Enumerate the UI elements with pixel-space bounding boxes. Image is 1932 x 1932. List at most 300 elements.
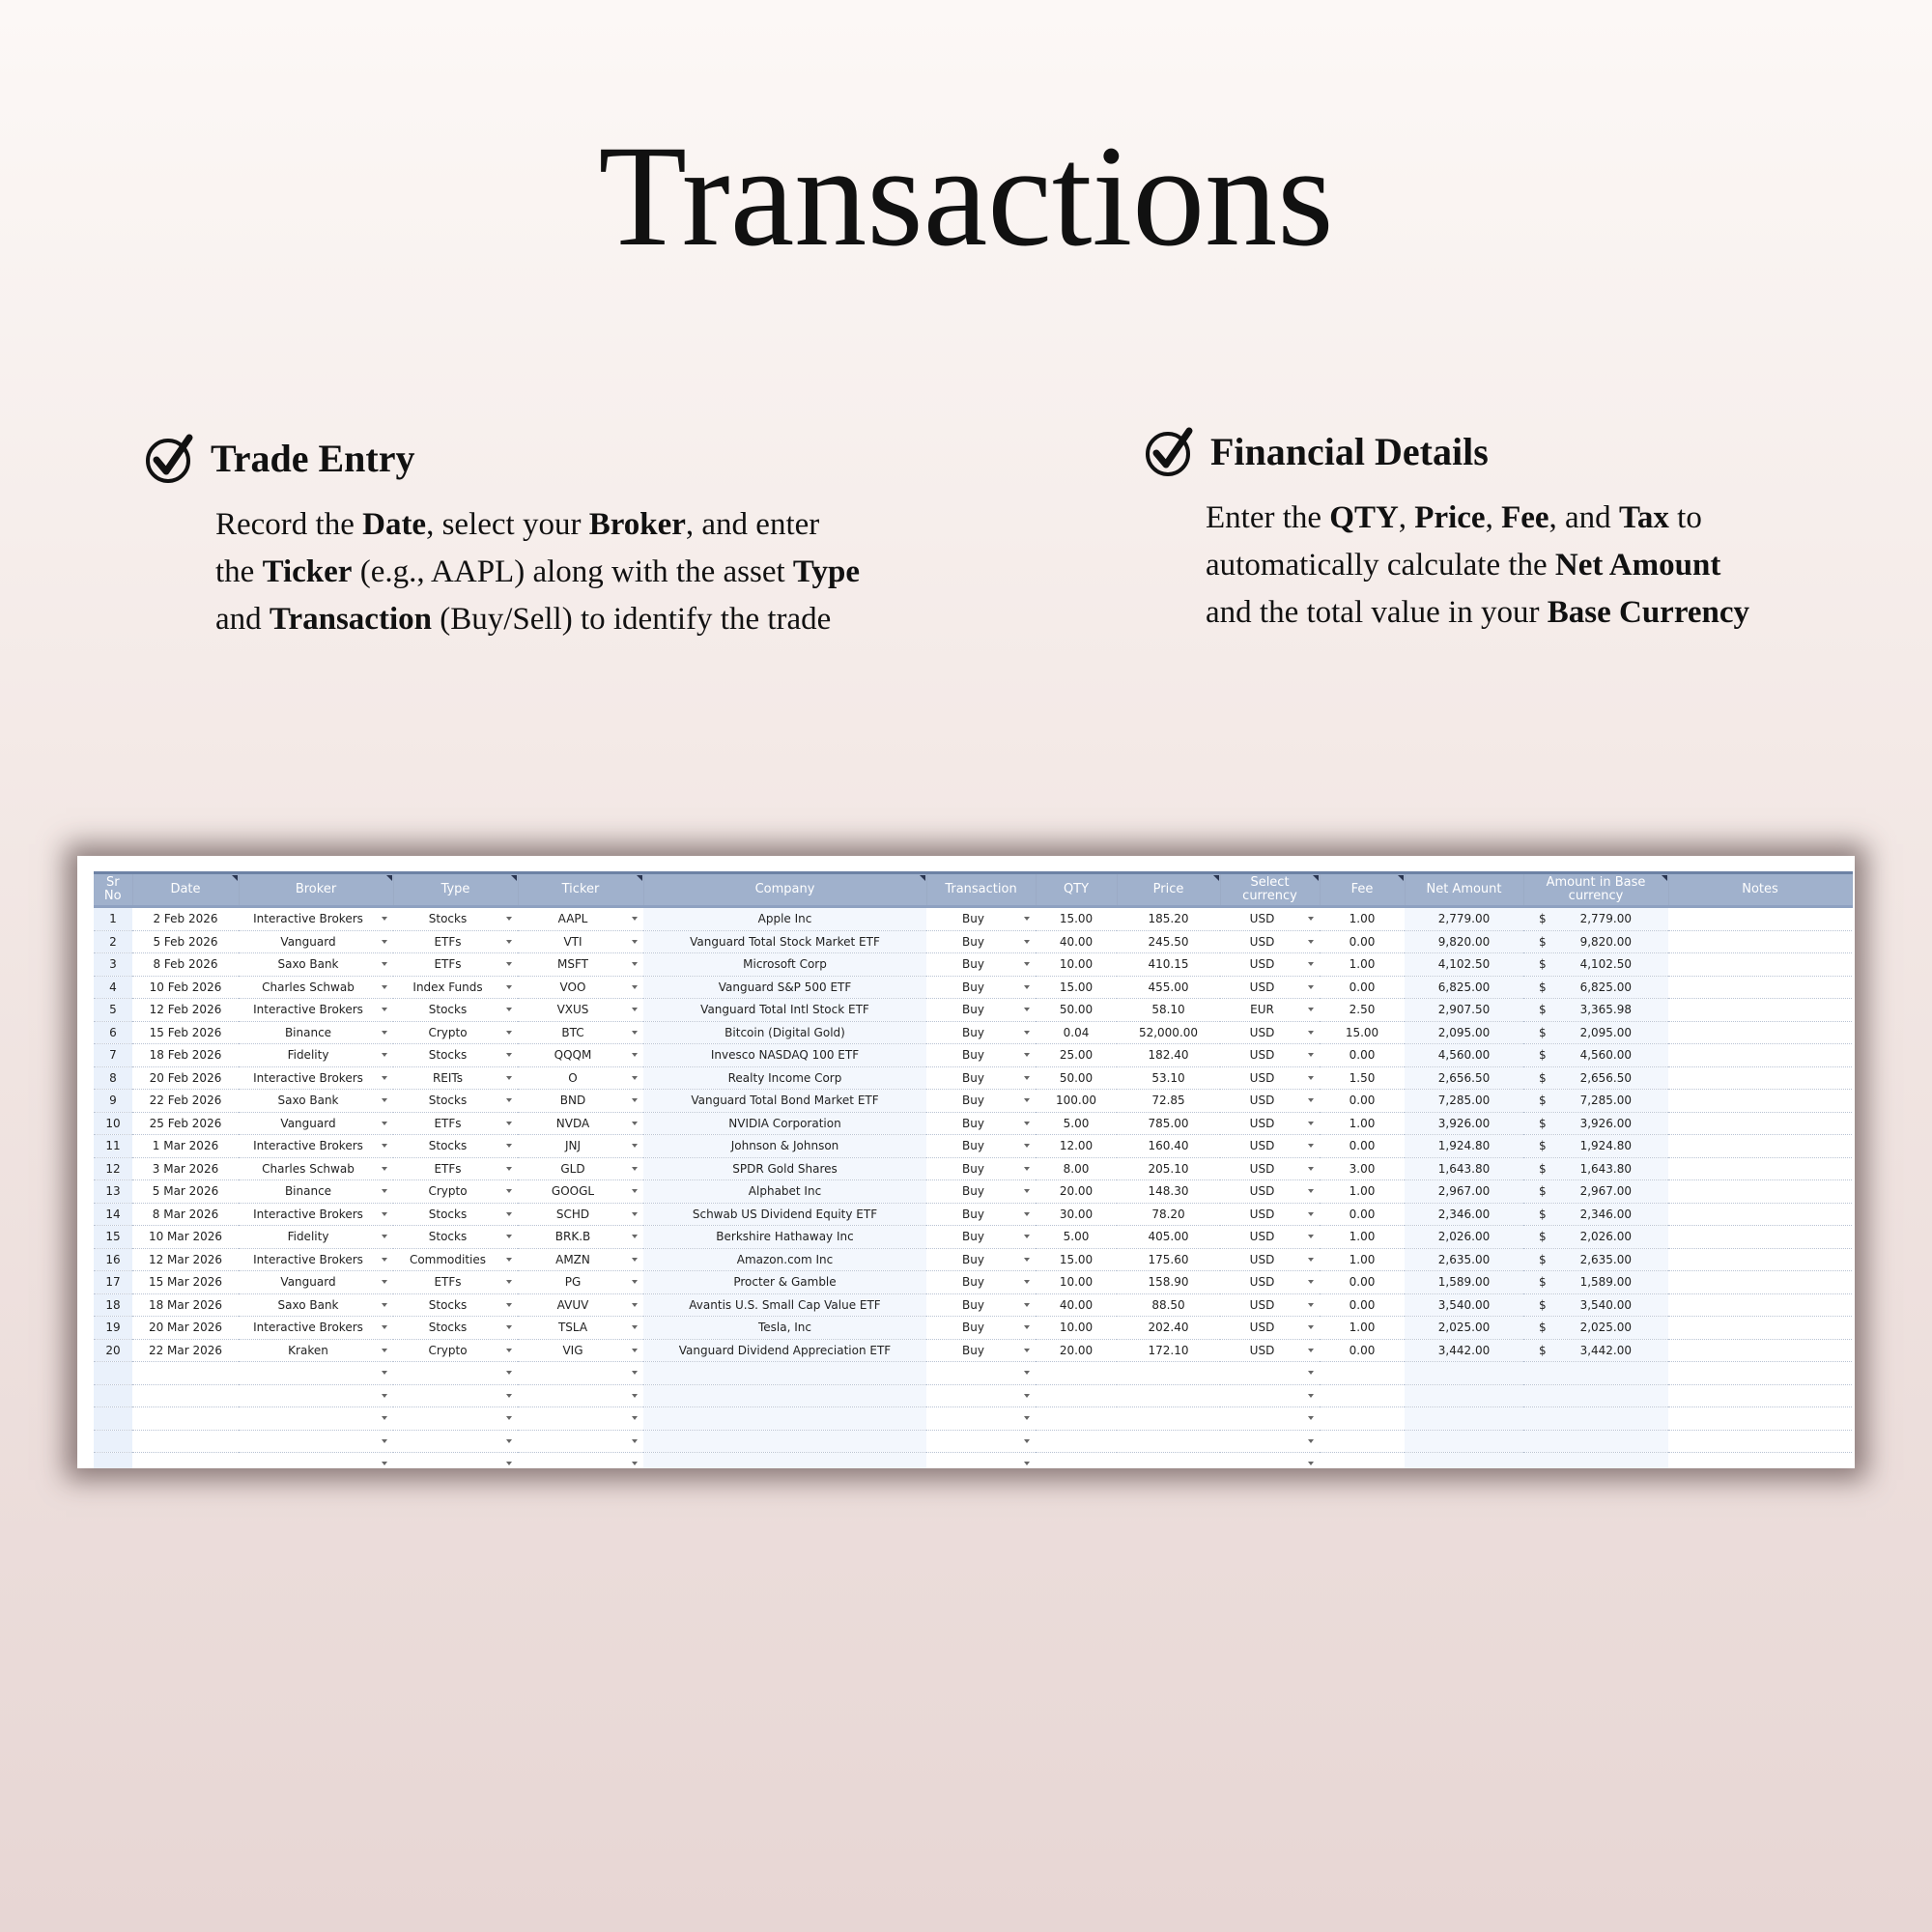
ticker-dropdown[interactable]: VTI [518, 930, 643, 953]
fee-cell[interactable]: 0.00 [1320, 930, 1405, 953]
table-row[interactable] [94, 1362, 1852, 1385]
qty-cell[interactable] [1036, 1384, 1117, 1407]
sr-cell[interactable]: 2 [94, 930, 132, 953]
sr-cell[interactable]: 7 [94, 1044, 132, 1067]
type-dropdown[interactable] [393, 1430, 518, 1453]
table-row[interactable] [94, 1407, 1852, 1431]
currency-dropdown[interactable]: USD [1220, 1112, 1320, 1135]
sr-cell[interactable]: 5 [94, 999, 132, 1022]
company-cell[interactable]: Alphabet Inc [643, 1180, 926, 1204]
type-dropdown[interactable]: ETFs [393, 953, 518, 977]
net-amount-cell[interactable]: 4,102.50 [1405, 953, 1523, 977]
ticker-dropdown[interactable]: VIG [518, 1339, 643, 1362]
header-fee[interactable]: Fee [1320, 873, 1405, 907]
broker-dropdown[interactable]: Interactive Brokers [239, 1317, 393, 1340]
fee-cell[interactable]: 1.00 [1320, 1226, 1405, 1249]
table-row[interactable] [94, 1157, 1852, 1180]
company-cell[interactable]: Vanguard Total Stock Market ETF [643, 930, 926, 953]
header-company[interactable]: Company [643, 873, 926, 907]
ticker-dropdown[interactable]: VOO [518, 976, 643, 999]
currency-dropdown[interactable]: USD [1220, 1317, 1320, 1340]
qty-cell[interactable]: 15.00 [1036, 907, 1117, 931]
table-row[interactable] [94, 953, 1852, 977]
ticker-dropdown[interactable] [518, 1407, 643, 1431]
sr-cell[interactable]: 13 [94, 1180, 132, 1204]
sr-cell[interactable]: 17 [94, 1271, 132, 1294]
notes-cell[interactable] [1668, 1112, 1852, 1135]
transaction-dropdown[interactable]: Buy [926, 976, 1036, 999]
price-cell[interactable]: 185.20 [1117, 907, 1220, 931]
notes-cell[interactable] [1668, 1339, 1852, 1362]
base-amount-cell[interactable] [1523, 1135, 1668, 1158]
base-amount-cell[interactable] [1523, 1090, 1668, 1113]
notes-cell[interactable] [1668, 953, 1852, 977]
price-cell[interactable]: 405.00 [1117, 1226, 1220, 1249]
notes-cell[interactable] [1668, 1226, 1852, 1249]
net-amount-cell[interactable]: 2,656.50 [1405, 1066, 1523, 1090]
type-dropdown[interactable]: Index Funds [393, 976, 518, 999]
broker-dropdown[interactable]: Vanguard [239, 930, 393, 953]
sr-cell[interactable] [94, 1362, 132, 1385]
sr-cell[interactable] [94, 1453, 132, 1469]
broker-dropdown[interactable]: Saxo Bank [239, 1293, 393, 1317]
table-row[interactable] [94, 1090, 1852, 1113]
currency-dropdown[interactable]: USD [1220, 1044, 1320, 1067]
company-cell[interactable]: Vanguard Total Intl Stock ETF [643, 999, 926, 1022]
sr-cell[interactable] [94, 1430, 132, 1453]
qty-cell[interactable]: 5.00 [1036, 1112, 1117, 1135]
type-dropdown[interactable]: ETFs [393, 1112, 518, 1135]
net-amount-cell[interactable] [1405, 1384, 1523, 1407]
notes-cell[interactable] [1668, 1430, 1852, 1453]
ticker-dropdown[interactable]: VXUS [518, 999, 643, 1022]
table-row[interactable] [94, 1430, 1852, 1453]
broker-dropdown[interactable]: Fidelity [239, 1044, 393, 1067]
company-cell[interactable] [643, 1430, 926, 1453]
company-cell[interactable]: Vanguard Dividend Appreciation ETF [643, 1339, 926, 1362]
currency-dropdown[interactable]: USD [1220, 1271, 1320, 1294]
currency-dropdown[interactable]: EUR [1220, 999, 1320, 1022]
company-cell[interactable]: Avantis U.S. Small Cap Value ETF [643, 1293, 926, 1317]
base-amount-cell[interactable] [1523, 1384, 1668, 1407]
notes-cell[interactable] [1668, 1066, 1852, 1090]
price-cell[interactable]: 148.30 [1117, 1180, 1220, 1204]
currency-dropdown[interactable]: USD [1220, 1157, 1320, 1180]
company-cell[interactable]: SPDR Gold Shares [643, 1157, 926, 1180]
broker-dropdown[interactable]: Vanguard [239, 1271, 393, 1294]
ticker-dropdown[interactable]: JNJ [518, 1135, 643, 1158]
fee-cell[interactable]: 1.00 [1320, 1248, 1405, 1271]
company-cell[interactable]: Bitcoin (Digital Gold) [643, 1021, 926, 1044]
type-dropdown[interactable]: Stocks [393, 1090, 518, 1113]
date-cell[interactable]: 10 Feb 2026 [132, 976, 239, 999]
notes-cell[interactable] [1668, 930, 1852, 953]
table-row[interactable] [94, 1044, 1852, 1067]
transaction-dropdown[interactable]: Buy [926, 1203, 1036, 1226]
date-cell[interactable]: 2 Feb 2026 [132, 907, 239, 931]
notes-cell[interactable] [1668, 1090, 1852, 1113]
qty-cell[interactable]: 15.00 [1036, 976, 1117, 999]
ticker-dropdown[interactable]: TSLA [518, 1317, 643, 1340]
date-cell[interactable]: 25 Feb 2026 [132, 1112, 239, 1135]
qty-cell[interactable]: 50.00 [1036, 1066, 1117, 1090]
base-amount-cell[interactable] [1523, 1066, 1668, 1090]
qty-cell[interactable]: 5.00 [1036, 1226, 1117, 1249]
price-cell[interactable] [1117, 1362, 1220, 1385]
transaction-dropdown[interactable]: Buy [926, 1317, 1036, 1340]
transaction-dropdown[interactable]: Buy [926, 930, 1036, 953]
qty-cell[interactable] [1036, 1407, 1117, 1431]
net-amount-cell[interactable] [1405, 1430, 1523, 1453]
fee-cell[interactable]: 0.00 [1320, 1203, 1405, 1226]
base-amount-cell[interactable] [1523, 1453, 1668, 1469]
net-amount-cell[interactable]: 2,635.00 [1405, 1248, 1523, 1271]
notes-cell[interactable] [1668, 1271, 1852, 1294]
type-dropdown[interactable]: Stocks [393, 1203, 518, 1226]
net-amount-cell[interactable]: 7,285.00 [1405, 1090, 1523, 1113]
net-amount-cell[interactable]: 6,825.00 [1405, 976, 1523, 999]
currency-dropdown[interactable]: USD [1220, 1339, 1320, 1362]
transaction-dropdown[interactable] [926, 1453, 1036, 1469]
currency-dropdown[interactable]: USD [1220, 907, 1320, 931]
base-amount-cell[interactable] [1523, 1362, 1668, 1385]
qty-cell[interactable]: 10.00 [1036, 953, 1117, 977]
date-cell[interactable]: 22 Mar 2026 [132, 1339, 239, 1362]
header-transaction[interactable]: Transaction [926, 873, 1036, 907]
header-notes[interactable]: Notes [1668, 873, 1852, 907]
price-cell[interactable]: 175.60 [1117, 1248, 1220, 1271]
qty-cell[interactable]: 10.00 [1036, 1317, 1117, 1340]
net-amount-cell[interactable]: 2,026.00 [1405, 1226, 1523, 1249]
price-cell[interactable]: 58.10 [1117, 999, 1220, 1022]
qty-cell[interactable]: 30.00 [1036, 1203, 1117, 1226]
fee-cell[interactable]: 1.50 [1320, 1066, 1405, 1090]
header-type[interactable]: Type [393, 873, 518, 907]
type-dropdown[interactable]: ETFs [393, 1271, 518, 1294]
price-cell[interactable]: 88.50 [1117, 1293, 1220, 1317]
header-ticker[interactable]: Ticker [518, 873, 643, 907]
type-dropdown[interactable]: Stocks [393, 1135, 518, 1158]
type-dropdown[interactable]: Crypto [393, 1021, 518, 1044]
transaction-dropdown[interactable]: Buy [926, 1021, 1036, 1044]
sr-cell[interactable]: 11 [94, 1135, 132, 1158]
transaction-dropdown[interactable]: Buy [926, 1112, 1036, 1135]
qty-cell[interactable] [1036, 1362, 1117, 1385]
notes-cell[interactable] [1668, 1362, 1852, 1385]
ticker-dropdown[interactable]: BTC [518, 1021, 643, 1044]
header-net-amount[interactable]: Net Amount [1405, 873, 1523, 907]
price-cell[interactable]: 182.40 [1117, 1044, 1220, 1067]
ticker-dropdown[interactable]: O [518, 1066, 643, 1090]
table-row[interactable] [94, 1066, 1852, 1090]
transaction-dropdown[interactable]: Buy [926, 1271, 1036, 1294]
broker-dropdown[interactable]: Interactive Brokers [239, 999, 393, 1022]
type-dropdown[interactable]: Crypto [393, 1180, 518, 1204]
net-amount-cell[interactable]: 1,643.80 [1405, 1157, 1523, 1180]
date-cell[interactable]: 15 Feb 2026 [132, 1021, 239, 1044]
table-row[interactable] [94, 1317, 1852, 1340]
fee-cell[interactable]: 0.00 [1320, 1271, 1405, 1294]
table-row[interactable] [94, 1180, 1852, 1204]
company-cell[interactable] [643, 1384, 926, 1407]
qty-cell[interactable]: 12.00 [1036, 1135, 1117, 1158]
fee-cell[interactable]: 1.00 [1320, 1112, 1405, 1135]
transaction-dropdown[interactable]: Buy [926, 1248, 1036, 1271]
notes-cell[interactable] [1668, 1157, 1852, 1180]
date-cell[interactable]: 12 Feb 2026 [132, 999, 239, 1022]
date-cell[interactable]: 20 Mar 2026 [132, 1317, 239, 1340]
qty-cell[interactable]: 20.00 [1036, 1180, 1117, 1204]
sr-cell[interactable]: 1 [94, 907, 132, 931]
ticker-dropdown[interactable]: AMZN [518, 1248, 643, 1271]
qty-cell[interactable]: 40.00 [1036, 930, 1117, 953]
price-cell[interactable]: 158.90 [1117, 1271, 1220, 1294]
price-cell[interactable]: 410.15 [1117, 953, 1220, 977]
company-cell[interactable]: Berkshire Hathaway Inc [643, 1226, 926, 1249]
price-cell[interactable]: 52,000.00 [1117, 1021, 1220, 1044]
ticker-dropdown[interactable]: AAPL [518, 907, 643, 931]
ticker-dropdown[interactable]: GOOGL [518, 1180, 643, 1204]
notes-cell[interactable] [1668, 907, 1852, 931]
sr-cell[interactable]: 20 [94, 1339, 132, 1362]
table-row[interactable] [94, 1203, 1852, 1226]
currency-dropdown[interactable]: USD [1220, 1248, 1320, 1271]
table-row[interactable] [94, 1021, 1852, 1044]
qty-cell[interactable]: 8.00 [1036, 1157, 1117, 1180]
table-row[interactable] [94, 1384, 1852, 1407]
date-cell[interactable] [132, 1453, 239, 1469]
broker-dropdown[interactable]: Interactive Brokers [239, 907, 393, 931]
notes-cell[interactable] [1668, 1180, 1852, 1204]
table-row[interactable] [94, 1226, 1852, 1249]
base-amount-cell[interactable] [1523, 1157, 1668, 1180]
table-row[interactable] [94, 1248, 1852, 1271]
header-price[interactable]: Price [1117, 873, 1220, 907]
net-amount-cell[interactable]: 2,907.50 [1405, 999, 1523, 1022]
base-amount-cell[interactable] [1523, 907, 1668, 931]
fee-cell[interactable] [1320, 1384, 1405, 1407]
type-dropdown[interactable] [393, 1407, 518, 1431]
type-dropdown[interactable]: Stocks [393, 1293, 518, 1317]
transaction-dropdown[interactable] [926, 1384, 1036, 1407]
price-cell[interactable]: 72.85 [1117, 1090, 1220, 1113]
transaction-dropdown[interactable]: Buy [926, 1293, 1036, 1317]
transaction-dropdown[interactable]: Buy [926, 1180, 1036, 1204]
date-cell[interactable]: 22 Feb 2026 [132, 1090, 239, 1113]
price-cell[interactable]: 78.20 [1117, 1203, 1220, 1226]
type-dropdown[interactable]: Commodities [393, 1248, 518, 1271]
company-cell[interactable]: Procter & Gamble [643, 1271, 926, 1294]
broker-dropdown[interactable]: Interactive Brokers [239, 1135, 393, 1158]
broker-dropdown[interactable]: Binance [239, 1180, 393, 1204]
table-row[interactable] [94, 999, 1852, 1022]
base-amount-cell[interactable] [1523, 1112, 1668, 1135]
type-dropdown[interactable]: Stocks [393, 999, 518, 1022]
sr-cell[interactable]: 18 [94, 1293, 132, 1317]
net-amount-cell[interactable]: 2,967.00 [1405, 1180, 1523, 1204]
transaction-dropdown[interactable]: Buy [926, 1135, 1036, 1158]
qty-cell[interactable]: 0.04 [1036, 1021, 1117, 1044]
header-base-amount[interactable]: Amount in Base currency [1523, 873, 1668, 907]
fee-cell[interactable]: 0.00 [1320, 1044, 1405, 1067]
company-cell[interactable]: Apple Inc [643, 907, 926, 931]
base-amount-cell[interactable] [1523, 1044, 1668, 1067]
broker-dropdown[interactable]: Saxo Bank [239, 953, 393, 977]
type-dropdown[interactable]: Stocks [393, 907, 518, 931]
ticker-dropdown[interactable]: NVDA [518, 1112, 643, 1135]
net-amount-cell[interactable] [1405, 1453, 1523, 1469]
net-amount-cell[interactable]: 2,095.00 [1405, 1021, 1523, 1044]
base-amount-cell[interactable] [1523, 976, 1668, 999]
transaction-dropdown[interactable]: Buy [926, 1066, 1036, 1090]
header-currency[interactable]: Select currency [1220, 873, 1320, 907]
ticker-dropdown[interactable]: SCHD [518, 1203, 643, 1226]
date-cell[interactable]: 12 Mar 2026 [132, 1248, 239, 1271]
type-dropdown[interactable]: ETFs [393, 930, 518, 953]
currency-dropdown[interactable]: USD [1220, 1021, 1320, 1044]
qty-cell[interactable]: 40.00 [1036, 1293, 1117, 1317]
base-amount-cell[interactable] [1523, 930, 1668, 953]
net-amount-cell[interactable]: 2,025.00 [1405, 1317, 1523, 1340]
transaction-dropdown[interactable] [926, 1362, 1036, 1385]
price-cell[interactable] [1117, 1384, 1220, 1407]
net-amount-cell[interactable] [1405, 1362, 1523, 1385]
net-amount-cell[interactable]: 3,926.00 [1405, 1112, 1523, 1135]
currency-dropdown[interactable]: USD [1220, 953, 1320, 977]
fee-cell[interactable]: 15.00 [1320, 1021, 1405, 1044]
date-cell[interactable]: 18 Mar 2026 [132, 1293, 239, 1317]
sr-cell[interactable]: 16 [94, 1248, 132, 1271]
base-amount-cell[interactable] [1523, 1021, 1668, 1044]
sr-cell[interactable]: 15 [94, 1226, 132, 1249]
table-row[interactable] [94, 907, 1852, 931]
date-cell[interactable]: 1 Mar 2026 [132, 1135, 239, 1158]
sr-cell[interactable]: 9 [94, 1090, 132, 1113]
broker-dropdown[interactable] [239, 1430, 393, 1453]
transaction-dropdown[interactable]: Buy [926, 953, 1036, 977]
price-cell[interactable] [1117, 1453, 1220, 1469]
ticker-dropdown[interactable] [518, 1362, 643, 1385]
date-cell[interactable]: 15 Mar 2026 [132, 1271, 239, 1294]
broker-dropdown[interactable]: Kraken [239, 1339, 393, 1362]
notes-cell[interactable] [1668, 1453, 1852, 1469]
fee-cell[interactable]: 1.00 [1320, 953, 1405, 977]
currency-dropdown[interactable]: USD [1220, 930, 1320, 953]
currency-dropdown[interactable]: USD [1220, 1180, 1320, 1204]
notes-cell[interactable] [1668, 999, 1852, 1022]
currency-dropdown[interactable]: USD [1220, 976, 1320, 999]
ticker-dropdown[interactable]: BRK.B [518, 1226, 643, 1249]
notes-cell[interactable] [1668, 1407, 1852, 1431]
price-cell[interactable]: 205.10 [1117, 1157, 1220, 1180]
fee-cell[interactable]: 3.00 [1320, 1157, 1405, 1180]
ticker-dropdown[interactable] [518, 1384, 643, 1407]
base-amount-cell[interactable] [1523, 1180, 1668, 1204]
sr-cell[interactable]: 14 [94, 1203, 132, 1226]
fee-cell[interactable] [1320, 1453, 1405, 1469]
header-qty[interactable]: QTY [1036, 873, 1117, 907]
date-cell[interactable]: 8 Mar 2026 [132, 1203, 239, 1226]
notes-cell[interactable] [1668, 1317, 1852, 1340]
table-row[interactable] [94, 1339, 1852, 1362]
company-cell[interactable] [643, 1453, 926, 1469]
currency-dropdown[interactable]: USD [1220, 1203, 1320, 1226]
base-amount-cell[interactable] [1523, 1293, 1668, 1317]
net-amount-cell[interactable] [1405, 1407, 1523, 1431]
base-amount-cell[interactable] [1523, 1407, 1668, 1431]
net-amount-cell[interactable]: 3,442.00 [1405, 1339, 1523, 1362]
net-amount-cell[interactable]: 4,560.00 [1405, 1044, 1523, 1067]
price-cell[interactable] [1117, 1407, 1220, 1431]
date-cell[interactable]: 5 Mar 2026 [132, 1180, 239, 1204]
qty-cell[interactable]: 10.00 [1036, 1271, 1117, 1294]
broker-dropdown[interactable] [239, 1362, 393, 1385]
broker-dropdown[interactable] [239, 1453, 393, 1469]
net-amount-cell[interactable]: 9,820.00 [1405, 930, 1523, 953]
fee-cell[interactable]: 1.00 [1320, 1180, 1405, 1204]
table-row[interactable] [94, 930, 1852, 953]
base-amount-cell[interactable] [1523, 1430, 1668, 1453]
transaction-dropdown[interactable]: Buy [926, 1339, 1036, 1362]
type-dropdown[interactable]: Stocks [393, 1226, 518, 1249]
net-amount-cell[interactable]: 1,589.00 [1405, 1271, 1523, 1294]
qty-cell[interactable]: 50.00 [1036, 999, 1117, 1022]
price-cell[interactable]: 455.00 [1117, 976, 1220, 999]
transaction-dropdown[interactable]: Buy [926, 1157, 1036, 1180]
notes-cell[interactable] [1668, 1384, 1852, 1407]
date-cell[interactable]: 5 Feb 2026 [132, 930, 239, 953]
date-cell[interactable] [132, 1384, 239, 1407]
fee-cell[interactable]: 2.50 [1320, 999, 1405, 1022]
price-cell[interactable]: 160.40 [1117, 1135, 1220, 1158]
currency-dropdown[interactable] [1220, 1384, 1320, 1407]
fee-cell[interactable] [1320, 1407, 1405, 1431]
company-cell[interactable]: NVIDIA Corporation [643, 1112, 926, 1135]
ticker-dropdown[interactable]: QQQM [518, 1044, 643, 1067]
table-row[interactable] [94, 1112, 1852, 1135]
broker-dropdown[interactable]: Interactive Brokers [239, 1248, 393, 1271]
transaction-dropdown[interactable]: Buy [926, 1044, 1036, 1067]
sr-cell[interactable]: 10 [94, 1112, 132, 1135]
net-amount-cell[interactable]: 2,779.00 [1405, 907, 1523, 931]
sr-cell[interactable]: 8 [94, 1066, 132, 1090]
ticker-dropdown[interactable] [518, 1453, 643, 1469]
type-dropdown[interactable] [393, 1362, 518, 1385]
broker-dropdown[interactable]: Charles Schwab [239, 976, 393, 999]
table-row[interactable] [94, 976, 1852, 999]
currency-dropdown[interactable]: USD [1220, 1135, 1320, 1158]
date-cell[interactable] [132, 1430, 239, 1453]
ticker-dropdown[interactable]: AVUV [518, 1293, 643, 1317]
qty-cell[interactable]: 25.00 [1036, 1044, 1117, 1067]
currency-dropdown[interactable]: USD [1220, 1066, 1320, 1090]
type-dropdown[interactable]: REITs [393, 1066, 518, 1090]
date-cell[interactable]: 8 Feb 2026 [132, 953, 239, 977]
company-cell[interactable]: Tesla, Inc [643, 1317, 926, 1340]
type-dropdown[interactable] [393, 1384, 518, 1407]
base-amount-cell[interactable] [1523, 999, 1668, 1022]
qty-cell[interactable] [1036, 1430, 1117, 1453]
date-cell[interactable]: 18 Feb 2026 [132, 1044, 239, 1067]
ticker-dropdown[interactable]: BND [518, 1090, 643, 1113]
fee-cell[interactable]: 1.00 [1320, 907, 1405, 931]
sr-cell[interactable] [94, 1407, 132, 1431]
price-cell[interactable]: 53.10 [1117, 1066, 1220, 1090]
fee-cell[interactable]: 0.00 [1320, 1293, 1405, 1317]
base-amount-cell[interactable] [1523, 1317, 1668, 1340]
currency-dropdown[interactable] [1220, 1407, 1320, 1431]
fee-cell[interactable] [1320, 1430, 1405, 1453]
